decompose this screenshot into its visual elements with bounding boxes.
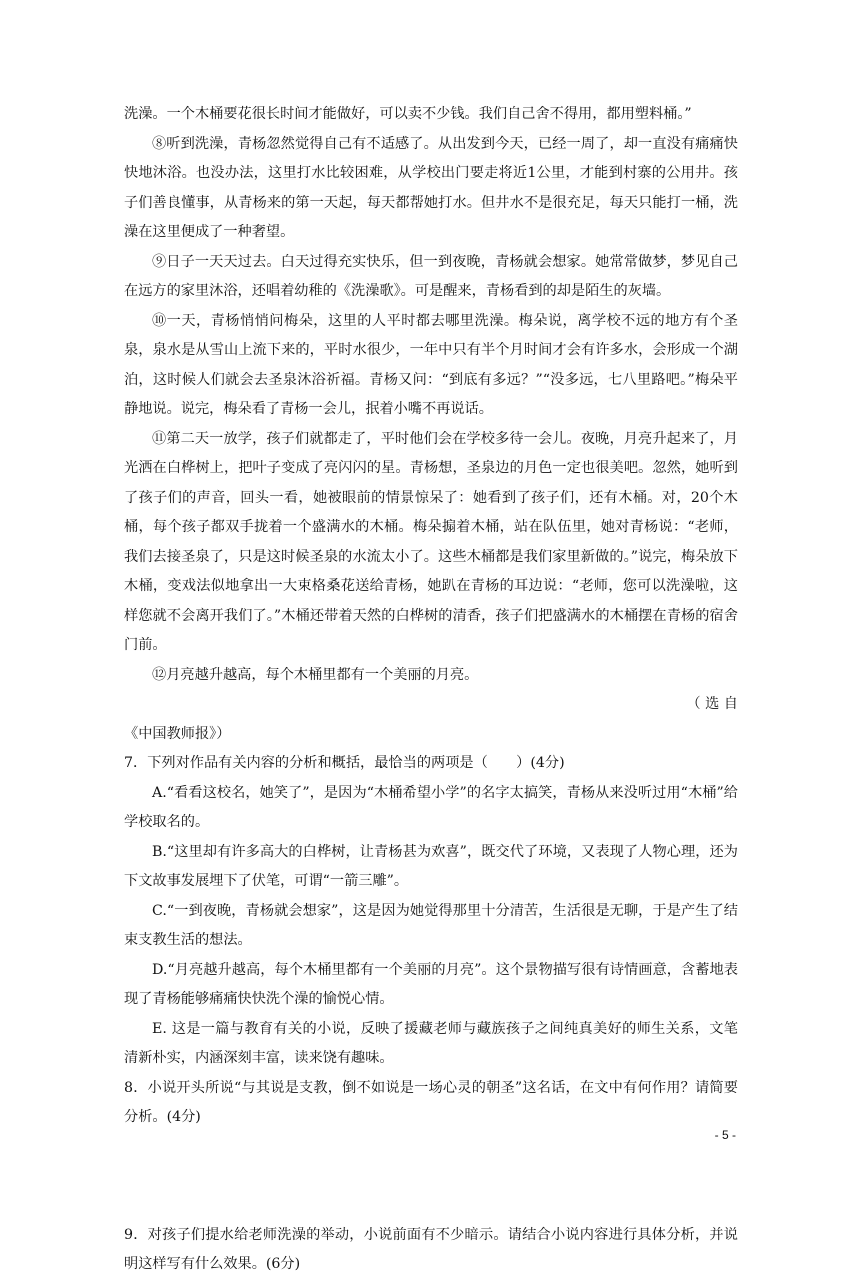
document-body (124, 100, 738, 1280)
paragraph-11: ⑪第二天一放学，孩子们就都走了，平时他们会在学校多待一会儿。夜晚，月亮升起来了，月光洒在白桦树上，把叶子变成了亮闪闪的星。青杨想，圣泉边的月色一定也很美吧。忽然，她听到了孩子们的声音，回头一看，她被眼前的情景惊呆了：她看到了孩子们，还有木桶。对，20个木桶，每个孩子都双手拢着一个盛满水的木桶。梅朵搧着木桶，站在队伍里，她对青杨说：“老师，我们去接圣泉了，只是这时候圣泉的水流太小了。这些木桶都是我们家里新做的。”说完，梅朵放下木桶，变戏法似地拿出一大束格桑花送给青杨，她趴在青杨的耳边说：“老师，您可以洗澡啦，这样您就不会离开我们了。”木桶还带着天然的白桦树的清香，孩子们把盛满水的木桶摆在青杨的宿舍门前。 (124, 430, 738, 653)
paragraph-10: ⑩一天，青杨悄悄问梅朵，这里的人平时都去哪里洗澡。梅朵说，离学校不远的地方有个圣泉，泉水是从雪山上流下来的，平时水很少，一年中只有半个月时间才会有许多水，会形成一个湖泊，这时候人们就会去圣泉沐浴祈福。青杨又问：“到底有多远？”“没多远，七八里路吧。”梅朵平静地说。说完，梅朵看了青杨一会儿，抿着小嘴不再说话。 (124, 312, 738, 417)
option-b: B.“这里却有许多高大的白桦树，让青杨甚为欢喜”，既交代了环境，又表现了人物心理，还为下文故事发展埋下了伏笔，可谓“一箭三雕”。 (124, 843, 738, 889)
source-citation-left: 《中国教师报》） (124, 725, 231, 742)
option-e: E. 这是一篇与教育有关的小说，反映了援藏老师与藏族孩子之间纯真美好的师生关系，文笔清新朴实，内涵深刻丰富，读来饶有趣味。 (124, 1020, 738, 1066)
question-8: 8．小说开头所说“与其说是支教，倒不如说是一场心灵的朝圣”这名话，在文中有何作用？请简要分析。(4分) (124, 1079, 738, 1125)
paragraph-9: ⑨日子一天天过去。白天过得充实快乐，但一到夜晚，青杨就会想家。她常常做梦，梦见自己在远方的家里沐浴，还唱着幼稚的《洗澡歌》。可是醒来，青杨看到的却是陌生的灰墙。 (124, 253, 738, 299)
answer-space (124, 1133, 738, 1221)
paragraph-8: ⑧听到洗澡，青杨忽然觉得自己有不适感了。从出发到今天，已经一周了，却一直没有痛痛快快地沐浴。也没办法，这里打水比较困难，从学校出门要走将近1公里，才能到村寨的公用井。孩子们善良懂事，从青杨来的第一天起，每天都帮她打水。但井水不是很充足，每天只能打一桶，洗澡在这里便成了一种奢望。 (124, 135, 738, 240)
paragraph-continuation: 洗澡。一个木桶要花很长时间才能做好，可以卖不少钱。我们自己舍不得用，都用塑料桶。” (124, 106, 692, 122)
question-7 (124, 749, 738, 779)
option-d: D.“月亮越升越高，每个木桶里都有一个美丽的月亮”。这个景物描写很有诗情画意，含蓄地表现了青杨能够痛痛快快洗个澡的愉悦心情。 (124, 961, 738, 1007)
emphasis-char: 最 (374, 755, 389, 771)
source-citation-right: （ 选 自 (686, 696, 738, 712)
question-7-suffix: 的两项是（ ）(4分) (416, 755, 565, 771)
question-9: 9．对孩子们提水给老师洗澡的举动，小说前面有不少暗示。请结合小说内容进行具体分析，并说明这样写有什么效果。(6分) (124, 1226, 738, 1272)
question-7-prefix: 7．下列对作品有关内容的分析和概括， (124, 755, 375, 771)
option-c: C.“一到夜晚，青杨就会想家”，这是因为她觉得那里十分清苦，生活很是无聊，于是产生了结束支教生活的想法。 (124, 902, 738, 948)
page-number: - 5 - (714, 1128, 736, 1142)
paragraph-12: ⑫月亮越升越高，每个木桶里都有一个美丽的月亮。 (152, 666, 479, 683)
emphasis-char: 恰 (388, 755, 403, 771)
option-a: A.“看看这校名，她笑了”，是因为“木桶希望小学”的名字太搞笑，青杨从来没听过用“木桶”给学校取名的。 (124, 784, 738, 830)
emphasis-char: 当 (402, 755, 417, 771)
